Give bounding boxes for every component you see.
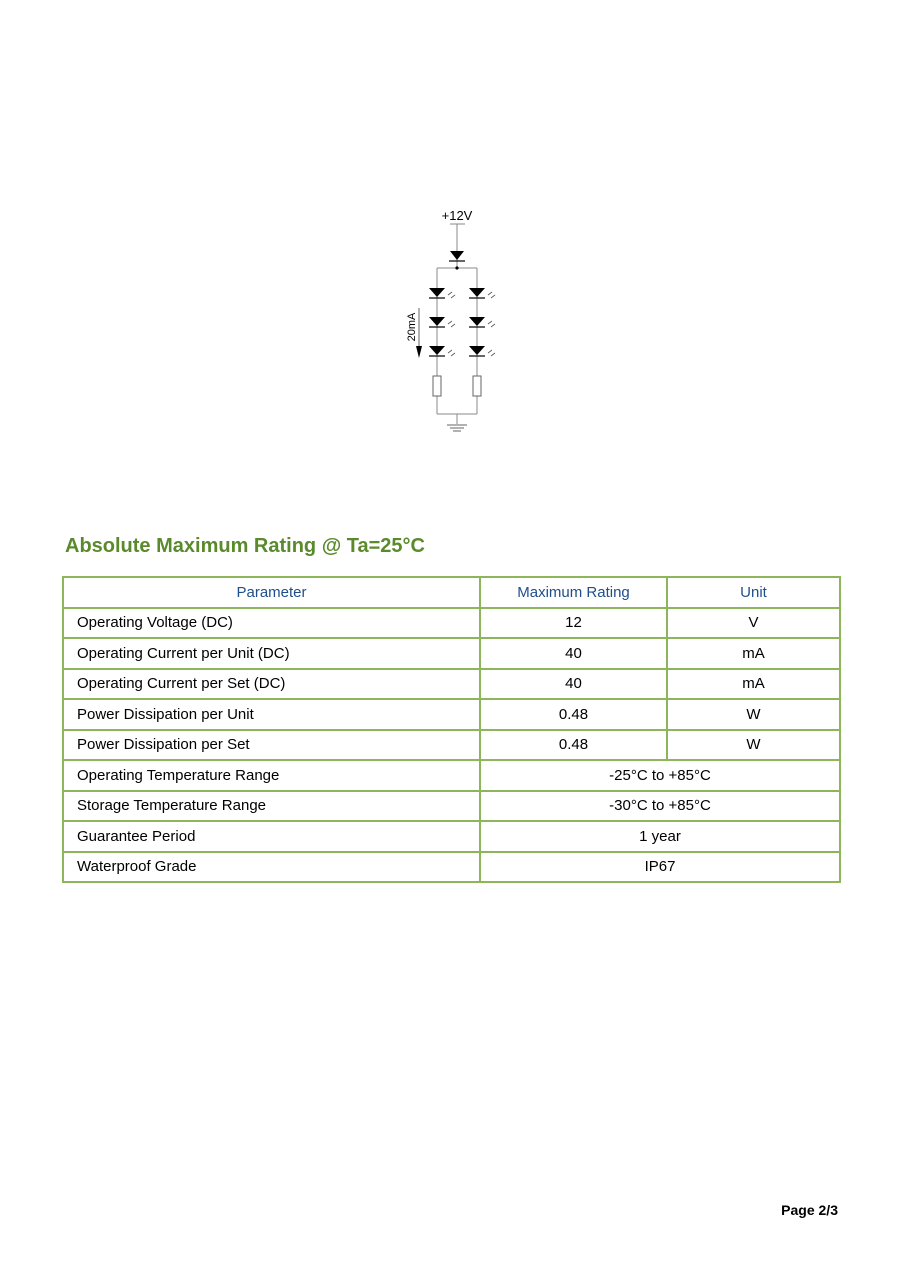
rating-cell: 40 [480,638,667,669]
led-circuit-diagram [380,200,540,445]
table-row [63,791,840,822]
ground-symbol [447,425,467,431]
led-array [429,288,495,356]
table-row [63,638,840,669]
led-symbol [469,346,495,356]
section-title: Absolute Maximum Rating @ Ta=25°C [65,535,425,557]
table-row [63,760,840,791]
table-row [63,669,840,700]
resistor-right [473,376,481,396]
unit-cell: V [667,608,840,639]
rating-cell: -30°C to +85°C [480,791,840,822]
absolute-max-rating-table [62,576,841,883]
current-label: 20mA [406,312,418,342]
led-symbol [469,288,495,298]
unit-cell: mA [667,638,840,669]
supply-voltage-label: +12V [441,208,473,223]
parameter-cell: Operating Current per Set (DC) [63,669,480,700]
led-symbol [429,317,455,327]
parameter-cell: Storage Temperature Range [63,791,480,822]
led-symbol [469,317,495,327]
protection-diode [449,251,465,261]
rating-cell: IP67 [480,852,840,883]
page-number: Page 2/3 [781,1202,838,1218]
parameter-cell: Waterproof Grade [63,852,480,883]
rating-cell: 40 [480,669,667,700]
table-row [63,730,840,761]
parameter-cell: Operating Temperature Range [63,760,480,791]
table-row [63,821,840,852]
resistor-left [433,376,441,396]
rating-cell: 0.48 [480,730,667,761]
parameter-cell: Operating Voltage (DC) [63,608,480,639]
parameter-cell: Operating Current per Unit (DC) [63,638,480,669]
table-row [63,852,840,883]
table-header-row [63,577,840,608]
rating-cell: 1 year [480,821,840,852]
header-unit: Unit [667,577,840,608]
unit-cell: W [667,699,840,730]
parameter-cell: Guarantee Period [63,821,480,852]
table-row [63,608,840,639]
parameter-cell: Power Dissipation per Unit [63,699,480,730]
led-symbol [429,288,455,298]
unit-cell: W [667,730,840,761]
junction-dot [455,266,458,269]
table-row [63,699,840,730]
rating-cell: 12 [480,608,667,639]
unit-cell: mA [667,669,840,700]
header-parameter: Parameter [63,577,480,608]
rating-cell: 0.48 [480,699,667,730]
parameter-cell: Power Dissipation per Set [63,730,480,761]
rating-cell: -25°C to +85°C [480,760,840,791]
header-maximum-rating: Maximum Rating [480,577,667,608]
led-symbol [429,346,455,356]
